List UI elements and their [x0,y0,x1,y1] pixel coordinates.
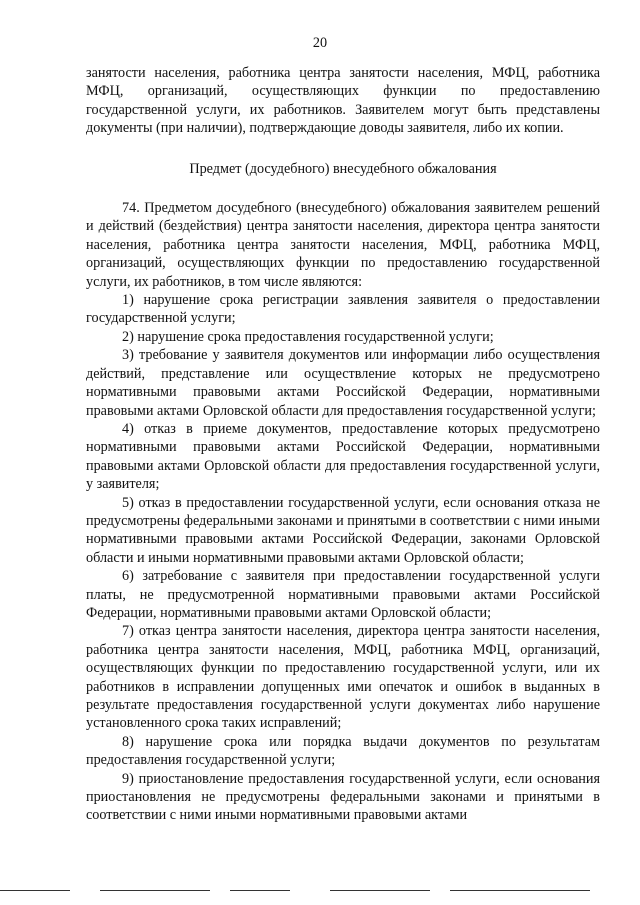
scan-artifact-line [0,890,640,894]
page-number: 20 [312,35,328,51]
list-item-8: 8) нарушение срока или порядка выдачи документов по результатам предоставления государственной услуги; [86,733,600,769]
list-item-7: 7) отказ центра занятости населения, директора центра занятости населения, работника центра занятости населения, МФЦ, работника МФЦ, организаций, осуществляющих функции по предоставлению государственной услуги, или их работников в исправлении допущенных ими опечаток и ошибок в выданных в результате предоставления государственной услуги документах либо нарушение установленного срока таких исправлений; [86,623,600,732]
intro-paragraph: занятости населения, работника центра занятости населения, МФЦ, работника МФЦ, организаций, осуществляющих функции по предоставлению государственной услуги, их работников. Заявителем могут быть представлены документы (при наличии), подтверждающие доводы заявителя, либо их копии. [86,65,600,137]
list-item-9: 9) приостановление предоставления государственной услуги, если основания приостановления не предусмотрены федеральными законами и принятыми в соответствии с ними иными нормативными правовыми актами [86,770,600,824]
list-item-1: 1) нарушение срока регистрации заявления заявителя о предоставлении государственной услуги; [86,292,600,327]
list-item-6: 6) затребование с заявителя при предоставлении государственной услуги платы, не предусмотренной нормативными правовыми актами Российской Федерации, нормативными правовыми актами Орловской области; [86,568,600,621]
list-item-5: 5) отказ в предоставлении государственной услуги, если основания отказа не предусмотрены федеральными законами и принятыми в соответствии с ними иными нормативными правовыми актами Российской Федерации, законами Орловской области и иными нормативными правовыми актами Орловской области; [86,494,600,566]
paragraph-74: 74. Предметом досудебного (внесудебного) обжалования заявителем решений и действий (бездействия) центра занятости населения, директора центра занятости населения, работника центра занятости населения, МФЦ, работника МФЦ, организаций, осуществляющих функции по предоставлению государственной услуги, их работников, в том числе являются: [86,200,600,290]
list-item-3: 3) требование у заявителя документов или информации либо осуществления действий, представление или осуществление которых не предусмотрено нормативными правовыми актами Российской Федерации, нормативными правовыми актами Орловской области для предоставления государственной услуги; [86,347,600,419]
list-item-2: 2) нарушение срока предоставления государственной услуги; [122,328,494,345]
document-body [86,64,600,825]
list-item-4: 4) отказ в приеме документов, предоставление которых предусмотрено нормативными правовыми актами Российской Федерации, нормативными правовыми актами Орловской области для предоставления государственной услуги, у заявителя; [86,420,600,493]
section-heading: Предмет (досудебного) внесудебного обжалования [189,160,497,177]
